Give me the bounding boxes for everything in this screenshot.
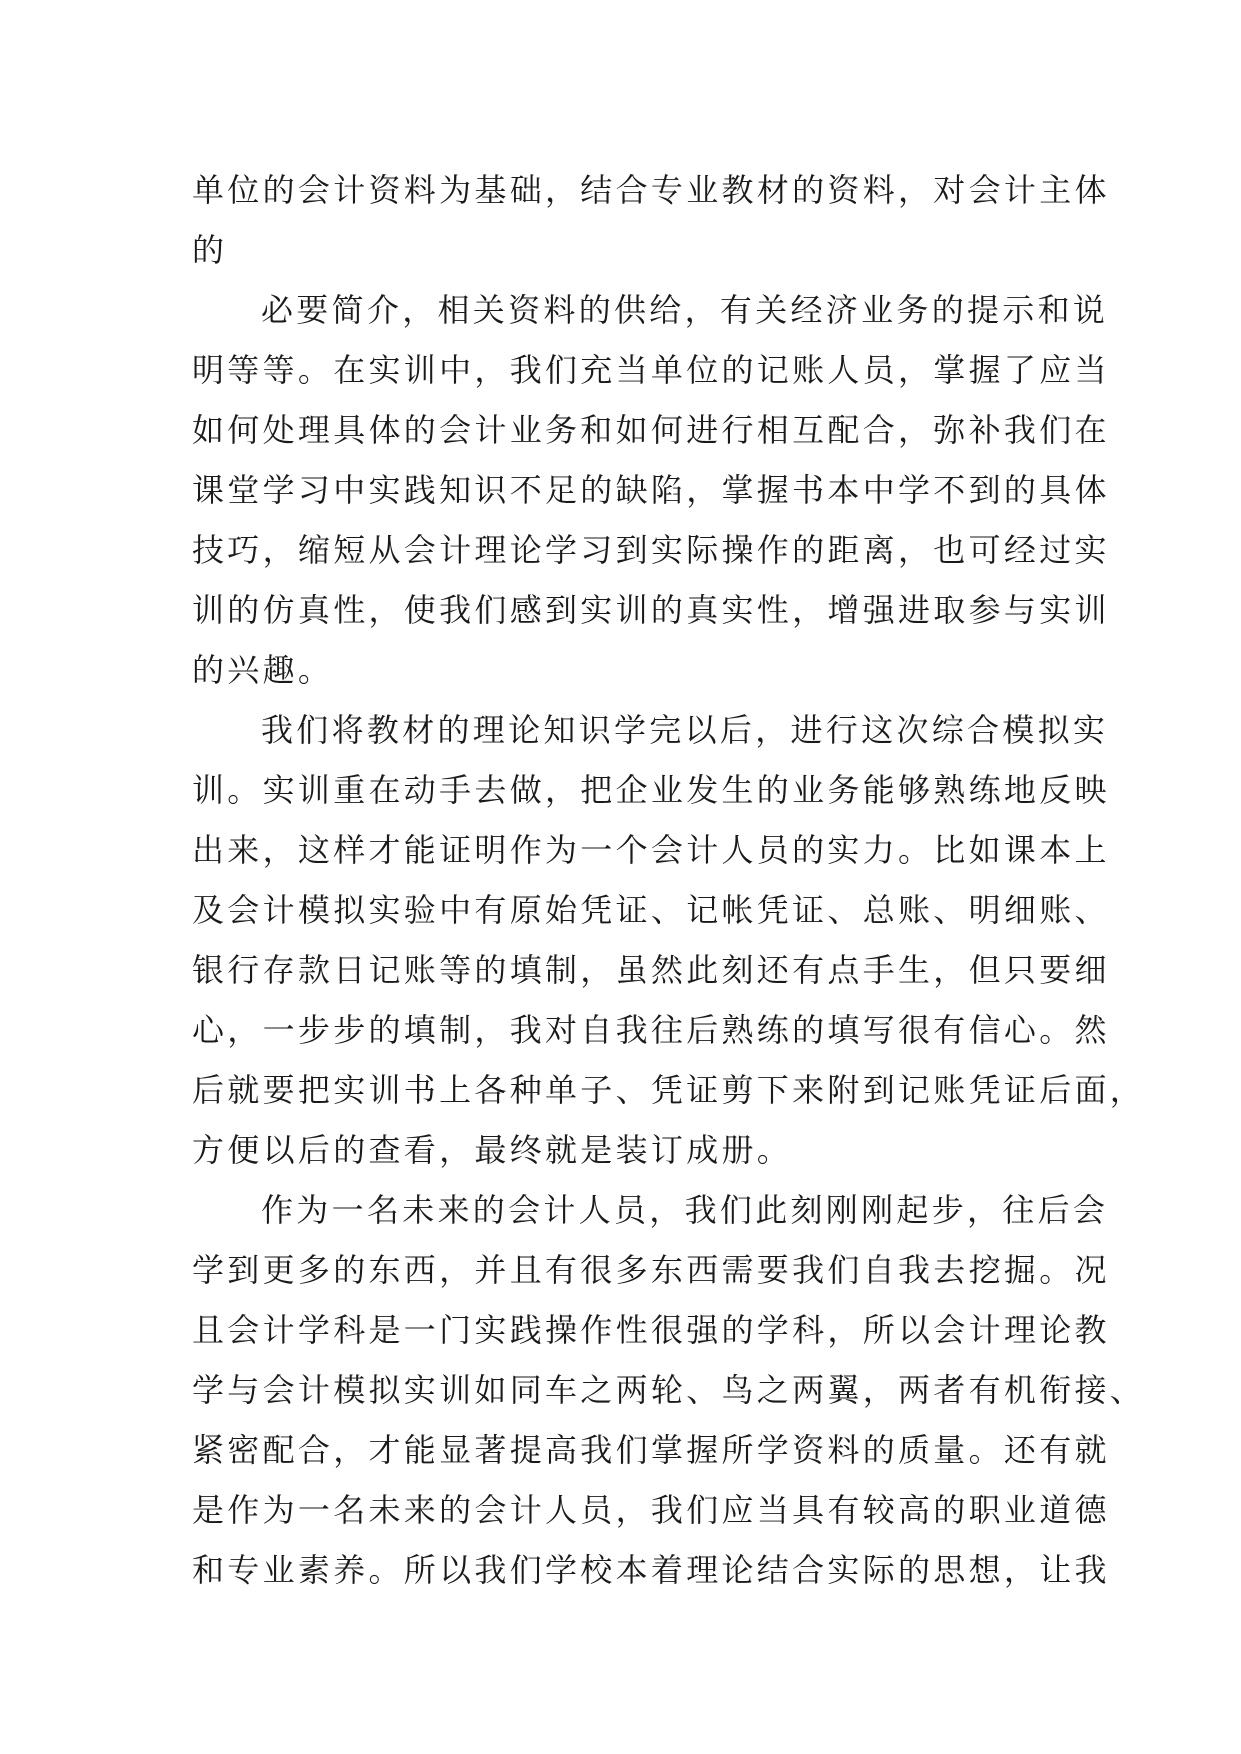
text-line: 课堂学习中实践知识不足的缺陷，掌握书本中学不到的具体	[192, 471, 1110, 509]
text-line: 的	[192, 231, 228, 269]
text-line: 训。实训重在动手去做，把企业发生的业务能够熟练地反映	[192, 771, 1110, 809]
text-line: 出来，这样才能证明作为一个会计人员的实力。比如课本上	[192, 831, 1110, 869]
text-line: 且会计学科是一门实践操作性很强的学科，所以会计理论教	[192, 1311, 1110, 1349]
text-line: 心，一步步的填制，我对自我往后熟练的填写很有信心。然	[192, 1011, 1110, 1049]
text-line: 学与会计模拟实训如同车之两轮、鸟之两翼，两者有机衔接、	[192, 1371, 1146, 1409]
text-line: 紧密配合，才能显著提高我们掌握所学资料的质量。还有就	[192, 1431, 1110, 1469]
text-line: 的兴趣。	[192, 651, 334, 689]
body-text	[192, 160, 1146, 1600]
text-line: 单位的会计资料为基础，结合专业教材的资料，对会计主体	[192, 171, 1110, 209]
text-line: 及会计模拟实验中有原始凭证、记帐凭证、总账、明细账、	[192, 891, 1110, 929]
text-line: 明等等。在实训中，我们充当单位的记账人员，掌握了应当	[192, 351, 1110, 389]
text-line: 学到更多的东西，并且有很多东西需要我们自我去挖掘。况	[192, 1251, 1110, 1289]
text-line: 后就要把实训书上各种单子、凭证剪下来附到记账凭证后面，	[192, 1071, 1146, 1109]
text-line: 和专业素养。所以我们学校本着理论结合实际的思想，让我	[192, 1551, 1110, 1589]
text-line: 训的仿真性，使我们感到实训的真实性，增强进取参与实训	[192, 591, 1110, 629]
paragraph-first-line: 必要简介，相关资料的供给，有关经济业务的提示和说	[261, 291, 1109, 329]
paragraph-first-line: 作为一名未来的会计人员，我们此刻刚刚起步，往后会	[261, 1191, 1109, 1229]
text-line: 银行存款日记账等的填制，虽然此刻还有点手生，但只要细	[192, 951, 1110, 989]
text-line: 技巧，缩短从会计理论学习到实际操作的距离，也可经过实	[192, 531, 1110, 569]
text-line: 是作为一名未来的会计人员，我们应当具有较高的职业道德	[192, 1491, 1110, 1529]
paragraph-first-line: 我们将教材的理论知识学完以后，进行这次综合模拟实	[261, 711, 1109, 749]
text-line: 如何处理具体的会计业务和如何进行相互配合，弥补我们在	[192, 411, 1110, 449]
text-line: 方便以后的查看，最终就是装订成册。	[192, 1131, 793, 1169]
